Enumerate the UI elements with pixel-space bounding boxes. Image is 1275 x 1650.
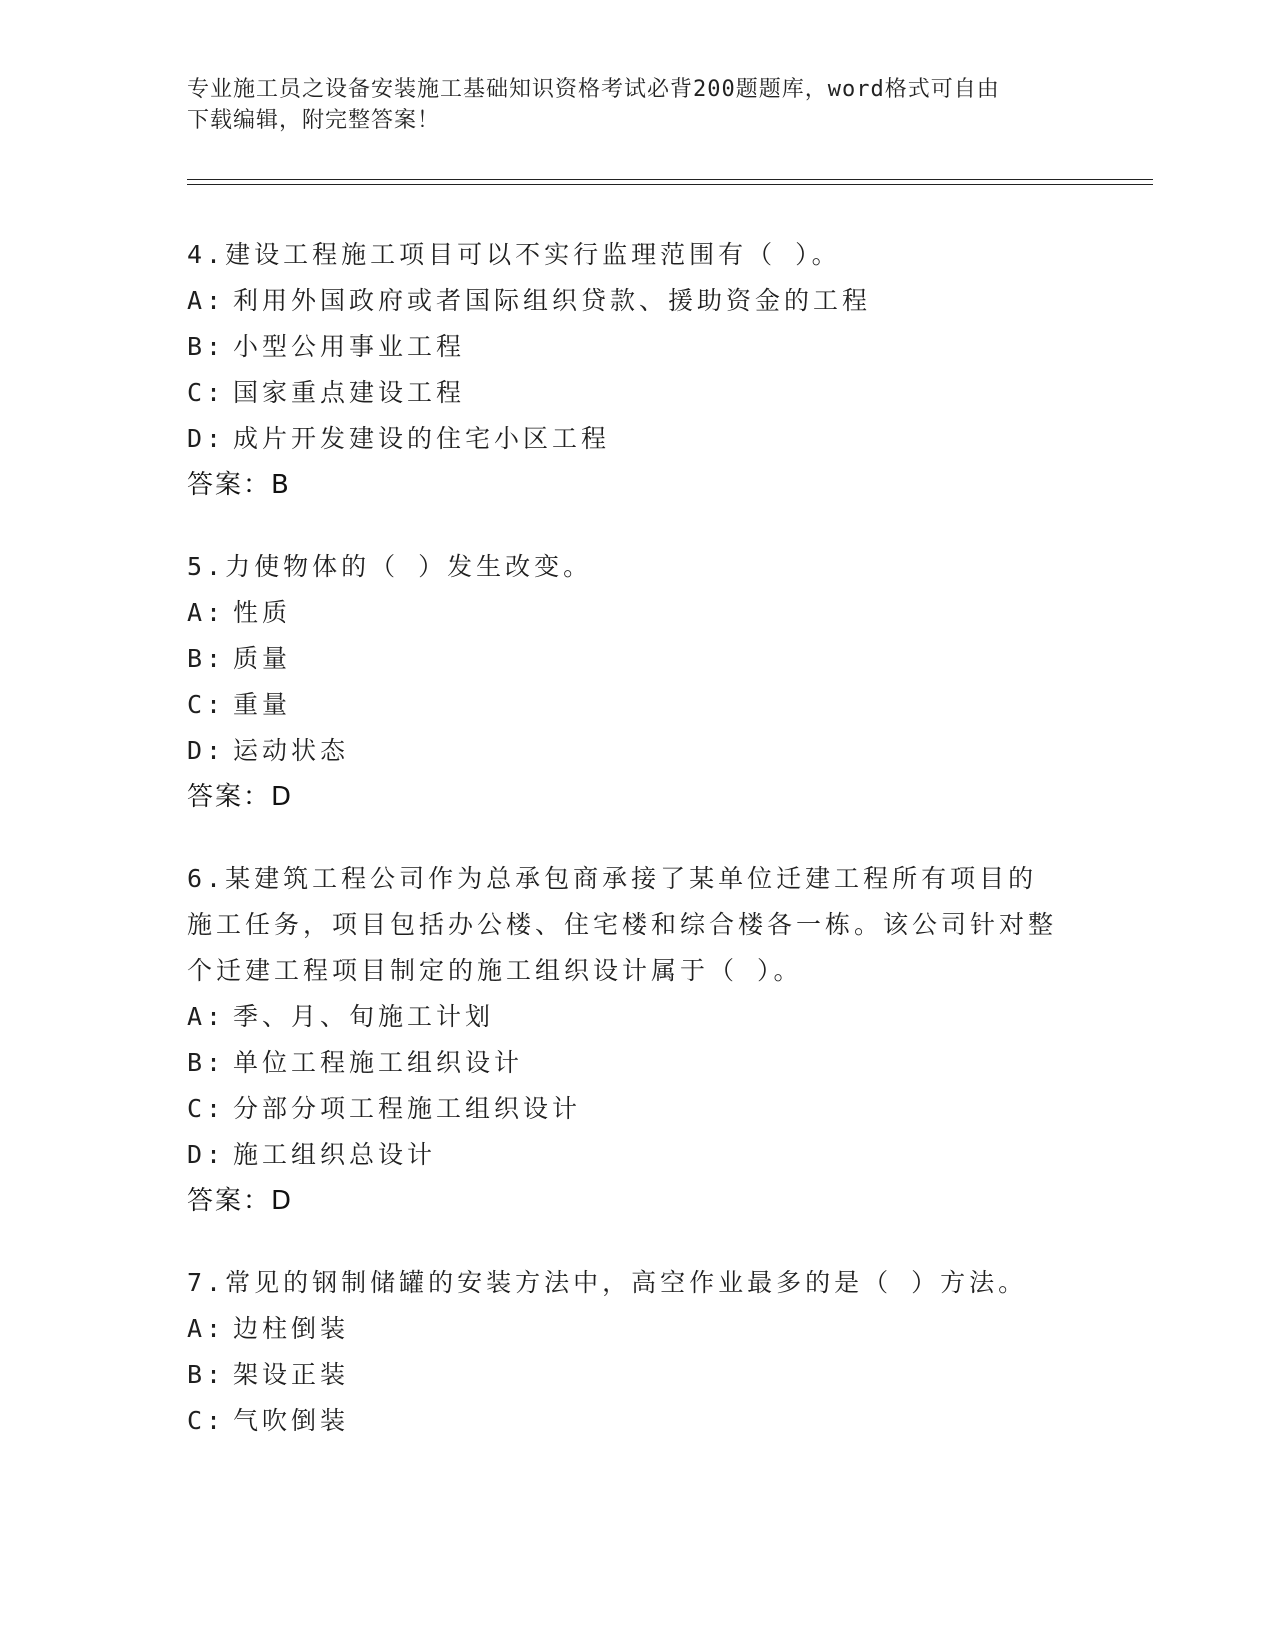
option-text: 季、月、旬施工计划 [233,1002,495,1031]
question-stem: 4.建设工程施工项目可以不实行监理范围有（ ）。 [187,240,841,269]
answer-line [187,1178,1087,1224]
answer-label: 答案： [187,782,272,812]
option-text: 单位工程施工组织设计 [233,1048,524,1077]
option-letter: C: [187,690,226,719]
option-letter: C: [187,1406,226,1435]
question-stem: 6.某建筑工程公司作为总承包商承接了某单位迁建工程所有项目的施工任务，项目包括办公楼、住宅楼和综合楼各一栋。该公司针对整个迁建工程项目制定的施工组织设计属于（ ）。 [187,864,1058,985]
option-letter: C: [187,378,226,407]
option-b [187,1352,1087,1398]
option-text: 成片开发建设的住宅小区工程 [233,424,611,453]
option-b [187,1040,1087,1086]
option-c [187,682,1087,728]
option-d [187,728,1087,774]
option-d [187,1132,1087,1178]
answer-value: D [271,1186,293,1216]
option-b [187,324,1087,370]
answer-label: 答案： [187,1186,272,1216]
option-text: 气吹倒装 [233,1406,350,1435]
option-text: 运动状态 [233,736,350,765]
option-letter: A: [187,1002,226,1031]
option-a [187,590,1087,636]
question-stem: 5.力使物体的（ ）发生改变。 [187,552,593,581]
option-text: 分部分项工程施工组织设计 [233,1094,582,1123]
option-text: 小型公用事业工程 [233,332,466,361]
answer-value: B [271,470,290,500]
option-letter: D: [187,1140,226,1169]
answer-label: 答案： [187,470,272,500]
option-c [187,370,1087,416]
option-letter: B: [187,1048,226,1077]
option-letter: C: [187,1094,226,1123]
question-stem: 7.常见的钢制储罐的安装方法中，高空作业最多的是（ ）方法。 [187,1268,1028,1297]
header-rule-top [187,179,1153,180]
question-list [187,232,1087,1480]
option-letter: B: [187,332,226,361]
option-text: 架设正装 [233,1360,350,1389]
option-letter: D: [187,736,226,765]
option-text: 重量 [233,690,292,719]
question-4 [187,232,1087,508]
question-6 [187,856,1087,1224]
option-b [187,636,1087,682]
option-letter: D: [187,424,226,453]
option-a [187,1306,1087,1352]
option-text: 利用外国政府或者国际组织贷款、援助资金的工程 [233,286,872,315]
option-a [187,278,1087,324]
question-7 [187,1260,1087,1444]
answer-value: D [271,782,293,812]
header-line-2: 下载编辑，附完整答案！ [187,108,441,133]
option-letter: B: [187,644,226,673]
header-rule-bottom [187,184,1153,185]
option-c [187,1398,1087,1444]
answer-line [187,774,1087,820]
answer-line [187,462,1087,508]
document-header [187,74,1087,136]
option-text: 施工组织总设计 [233,1140,437,1169]
option-letter: A: [187,286,226,315]
header-line-1: 专业施工员之设备安装施工基础知识资格考试必背200题题库，word格式可自由 [187,77,1000,102]
question-5 [187,544,1087,820]
option-letter: B: [187,1360,226,1389]
option-letter: A: [187,598,226,627]
option-letter: A: [187,1314,226,1343]
option-c [187,1086,1087,1132]
option-text: 国家重点建设工程 [233,378,466,407]
option-a [187,994,1087,1040]
option-text: 边柱倒装 [233,1314,350,1343]
option-text: 质量 [233,644,292,673]
option-text: 性质 [233,598,292,627]
option-d [187,416,1087,462]
